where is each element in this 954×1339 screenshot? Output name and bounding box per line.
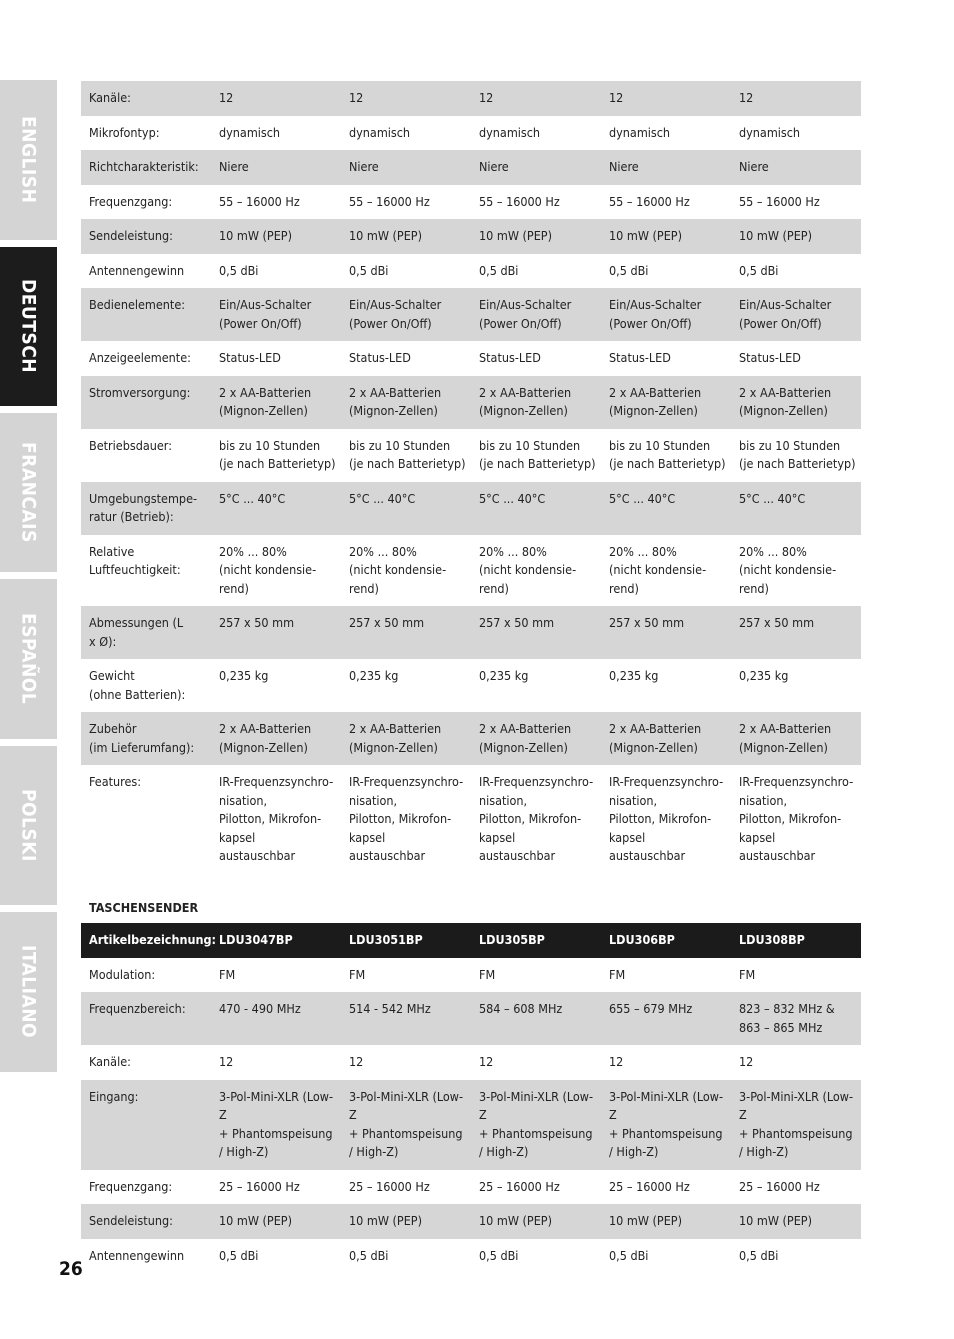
tab-deutsch[interactable] [0, 247, 57, 406]
cell-value: 10 mW (PEP) [471, 1204, 601, 1239]
table-row [81, 1170, 861, 1205]
row-label: Sendeleistung: [81, 219, 211, 254]
cell-value: 2 x AA-Batterien (Mignon-Zellen) [471, 712, 601, 765]
table-row [81, 254, 861, 289]
cell-value: FM [739, 966, 756, 982]
cell-value: 0,5 dBi [739, 262, 779, 278]
cell-value: 2 x AA-Batterien (Mignon-Zellen) [341, 712, 471, 765]
cell-value: 2 x AA-Batterien (Mignon-Zellen) [731, 376, 861, 429]
row-label: Relative Luftfeuchtigkeit: [89, 543, 181, 577]
cell-value: 3-Pol-Mini-XLR (Low-Z + Phantomspeisung / High-Z) [731, 1080, 861, 1170]
row-label: Abmessungen (L x Ø): [81, 606, 211, 659]
table-row [81, 992, 861, 1045]
cell-value: Ein/Aus-Schalter (Power On/Off) [211, 288, 341, 341]
table-row [81, 185, 861, 220]
row-label: Frequenzgang: [89, 193, 173, 209]
tab-espanol[interactable] [0, 579, 57, 739]
cell-value: 55 – 16000 Hz [479, 193, 560, 209]
cell-value: 12 [211, 81, 341, 116]
row-label: Antennengewinn [89, 262, 185, 278]
cell-value: IR-Frequenzsynchro- nisation, Pilotton, Mikrofon- kapsel austauschbar [219, 774, 334, 863]
tab-label: DEUTSCH [17, 279, 40, 374]
cell-value: 10 mW (PEP) [341, 219, 471, 254]
row-label: Mikrofontyp: [89, 124, 160, 140]
cell-value: 10 mW (PEP) [601, 219, 731, 254]
cell-value: 2 x AA-Batterien (Mignon-Zellen) [601, 712, 731, 765]
cell-value: 20% ... 80% (nicht kondensie- rend) [739, 543, 837, 596]
cell-value: bis zu 10 Stunden (je nach Batterietyp) [219, 437, 336, 471]
cell-value: 10 mW (PEP) [601, 1204, 731, 1239]
cell-value: 514 - 542 MHz [341, 992, 471, 1045]
cell-value: 0,235 kg [349, 668, 399, 683]
row-label: Kanäle: [89, 1054, 131, 1069]
cell-value: 3-Pol-Mini-XLR (Low-Z + Phantomspeisung / High-Z) [211, 1080, 341, 1170]
cell-value: 12 [349, 1054, 364, 1069]
cell-value: 25 – 16000 Hz [349, 1178, 430, 1194]
table-row [81, 376, 861, 429]
cell-value: 0,235 kg [219, 668, 269, 683]
cell-value: 0,235 kg [739, 668, 789, 683]
cell-value: IR-Frequenzsynchro- nisation, Pilotton, Mikrofon- kapsel austauschbar [739, 774, 854, 863]
cell-value: 0,5 dBi [349, 262, 389, 278]
cell-value: LDU308BP [731, 923, 861, 958]
cell-value: 12 [601, 81, 731, 116]
table-row [81, 81, 861, 116]
cell-value: 12 [739, 1054, 754, 1069]
row-label: Bedienelemente: [81, 288, 211, 341]
cell-value: dynamisch [739, 124, 801, 140]
table-row [81, 958, 861, 993]
cell-value: LDU306BP [601, 923, 731, 958]
tab-label: ITALIANO [17, 945, 40, 1039]
cell-value: 10 mW (PEP) [731, 1204, 861, 1239]
cell-value: 0,5 dBi [479, 1247, 519, 1263]
cell-value: 2 x AA-Batterien (Mignon-Zellen) [341, 376, 471, 429]
row-label: Antennengewinn [89, 1247, 185, 1263]
table-row [81, 606, 861, 659]
cell-value: dynamisch [479, 124, 541, 140]
cell-value: 0,5 dBi [739, 1247, 779, 1263]
table-row [81, 535, 861, 607]
cell-value: Niere [471, 150, 601, 185]
cell-value: bis zu 10 Stunden (je nach Batterietyp) [479, 437, 596, 471]
table-header-row [81, 923, 861, 958]
spec-table-receiver [81, 81, 861, 874]
table-row [81, 116, 861, 151]
cell-value: LDU3047BP [211, 923, 341, 958]
tab-label: POLSKI [17, 789, 40, 862]
cell-value: 0,5 dBi [219, 262, 259, 278]
row-label: Betriebsdauer: [89, 437, 172, 453]
cell-value: Niere [731, 150, 861, 185]
cell-value: 20% ... 80% (nicht kondensie- rend) [349, 543, 447, 596]
cell-value: 12 [479, 1054, 494, 1069]
cell-value: 655 – 679 MHz [601, 992, 731, 1045]
cell-value: 5°C ... 40°C [211, 482, 341, 535]
cell-value: FM [479, 966, 496, 982]
row-label: Frequenzbereich: [81, 992, 211, 1045]
cell-value: 257 x 50 mm [211, 606, 341, 659]
cell-value: 257 x 50 mm [341, 606, 471, 659]
table-row [81, 429, 861, 482]
table-row [81, 219, 861, 254]
table-row [81, 341, 861, 376]
cell-value: 823 – 832 MHz & 863 – 865 MHz [731, 992, 861, 1045]
cell-value: LDU305BP [471, 923, 601, 958]
row-label: Zubehör (im Lieferumfang): [81, 712, 211, 765]
cell-value: 257 x 50 mm [731, 606, 861, 659]
cell-value: FM [219, 966, 236, 982]
cell-value: dynamisch [609, 124, 671, 140]
row-label: Anzeigeelemente: [89, 350, 191, 365]
row-label: Features: [89, 774, 142, 789]
row-label: Sendeleistung: [81, 1204, 211, 1239]
cell-value: 2 x AA-Batterien (Mignon-Zellen) [601, 376, 731, 429]
cell-value: 10 mW (PEP) [471, 219, 601, 254]
cell-value: Status-LED [609, 350, 671, 365]
tab-english[interactable] [0, 80, 57, 240]
cell-value: 12 [609, 1054, 624, 1069]
cell-value: 10 mW (PEP) [211, 219, 341, 254]
cell-value: 257 x 50 mm [601, 606, 731, 659]
cell-value: dynamisch [219, 124, 281, 140]
cell-value: Niere [601, 150, 731, 185]
cell-value: 25 – 16000 Hz [479, 1178, 560, 1194]
page-number: 26 [59, 1258, 83, 1280]
cell-value: IR-Frequenzsynchro- nisation, Pilotton, Mikrofon- kapsel austauschbar [609, 774, 724, 863]
cell-value: Ein/Aus-Schalter (Power On/Off) [471, 288, 601, 341]
cell-value: 55 – 16000 Hz [739, 193, 820, 209]
cell-value: 5°C ... 40°C [601, 482, 731, 535]
table-row [81, 150, 861, 185]
cell-value: 257 x 50 mm [471, 606, 601, 659]
table-row [81, 1239, 861, 1274]
table-row [81, 288, 861, 341]
cell-value: Status-LED [479, 350, 541, 365]
cell-value: 12 [341, 81, 471, 116]
cell-value: 20% ... 80% (nicht kondensie- rend) [479, 543, 577, 596]
cell-value: 25 – 16000 Hz [609, 1178, 690, 1194]
cell-value: 10 mW (PEP) [731, 219, 861, 254]
cell-value: 12 [219, 1054, 234, 1069]
table-row [81, 765, 861, 874]
tab-label: FRANCAIS [17, 442, 40, 543]
cell-value: Ein/Aus-Schalter (Power On/Off) [341, 288, 471, 341]
cell-value: 3-Pol-Mini-XLR (Low-Z + Phantomspeisung / High-Z) [471, 1080, 601, 1170]
cell-value: Ein/Aus-Schalter (Power On/Off) [731, 288, 861, 341]
row-label: Eingang: [81, 1080, 211, 1170]
cell-value: Ein/Aus-Schalter (Power On/Off) [601, 288, 731, 341]
cell-value: 470 - 490 MHz [211, 992, 341, 1045]
cell-value: 0,5 dBi [349, 1247, 389, 1263]
cell-value: FM [349, 966, 366, 982]
row-label: Stromversorgung: [81, 376, 211, 429]
cell-value: 0,5 dBi [479, 262, 519, 278]
table-row [81, 1204, 861, 1239]
row-label: Umgebungstempe- ratur (Betrieb): [81, 482, 211, 535]
cell-value: LDU3051BP [341, 923, 471, 958]
row-label: Gewicht (ohne Batterien): [89, 668, 186, 702]
cell-value: Status-LED [739, 350, 801, 365]
cell-value: Status-LED [349, 350, 411, 365]
cell-value: 5°C ... 40°C [341, 482, 471, 535]
cell-value: FM [609, 966, 626, 982]
cell-value: 2 x AA-Batterien (Mignon-Zellen) [211, 712, 341, 765]
cell-value: IR-Frequenzsynchro- nisation, Pilotton, Mikrofon- kapsel austauschbar [349, 774, 464, 863]
tab-francais[interactable] [0, 413, 57, 572]
cell-value: 55 – 16000 Hz [609, 193, 690, 209]
cell-value: 5°C ... 40°C [731, 482, 861, 535]
row-label: Artikelbezeichnung: [81, 923, 211, 958]
row-label: Frequenzgang: [89, 1178, 173, 1194]
tab-label: ESPAÑOL [17, 613, 40, 705]
cell-value: dynamisch [349, 124, 411, 140]
table-row [81, 1080, 861, 1170]
cell-value: 10 mW (PEP) [341, 1204, 471, 1239]
cell-value: bis zu 10 Stunden (je nach Batterietyp) [739, 437, 856, 471]
cell-value: 55 – 16000 Hz [349, 193, 430, 209]
cell-value: 25 – 16000 Hz [739, 1178, 820, 1194]
cell-value: 10 mW (PEP) [211, 1204, 341, 1239]
tab-italiano[interactable] [0, 912, 57, 1072]
cell-value: 5°C ... 40°C [471, 482, 601, 535]
table-row [81, 482, 861, 535]
table-row [81, 659, 861, 712]
cell-value: 0,5 dBi [609, 262, 649, 278]
section-title: TASCHENSENDER [89, 900, 199, 915]
cell-value: IR-Frequenzsynchro- nisation, Pilotton, Mikrofon- kapsel austauschbar [479, 774, 594, 863]
cell-value: 2 x AA-Batterien (Mignon-Zellen) [211, 376, 341, 429]
cell-value: Status-LED [219, 350, 281, 365]
row-label: Modulation: [89, 966, 156, 982]
cell-value: 0,235 kg [609, 668, 659, 683]
cell-value: 0,5 dBi [609, 1247, 649, 1263]
cell-value: 3-Pol-Mini-XLR (Low-Z + Phantomspeisung / High-Z) [601, 1080, 731, 1170]
tab-polski[interactable] [0, 746, 57, 905]
cell-value: 20% ... 80% (nicht kondensie- rend) [219, 543, 317, 596]
cell-value: 2 x AA-Batterien (Mignon-Zellen) [731, 712, 861, 765]
row-label: Richtcharakteristik: [81, 150, 211, 185]
cell-value: 0,5 dBi [219, 1247, 259, 1263]
cell-value: 25 – 16000 Hz [219, 1178, 300, 1194]
cell-value: 55 – 16000 Hz [219, 193, 300, 209]
table-row [81, 1045, 861, 1080]
cell-value: bis zu 10 Stunden (je nach Batterietyp) [349, 437, 466, 471]
cell-value: 2 x AA-Batterien (Mignon-Zellen) [471, 376, 601, 429]
cell-value: 584 – 608 MHz [471, 992, 601, 1045]
cell-value: Niere [341, 150, 471, 185]
spec-table-bodypack [81, 923, 861, 1273]
tab-label: ENGLISH [17, 116, 40, 204]
table-row [81, 712, 861, 765]
row-label: Kanäle: [81, 81, 211, 116]
cell-value: 3-Pol-Mini-XLR (Low-Z + Phantomspeisung / High-Z) [341, 1080, 471, 1170]
cell-value: Niere [211, 150, 341, 185]
cell-value: 12 [731, 81, 861, 116]
cell-value: 20% ... 80% (nicht kondensie- rend) [609, 543, 707, 596]
cell-value: 12 [471, 81, 601, 116]
cell-value: bis zu 10 Stunden (je nach Batterietyp) [609, 437, 726, 471]
cell-value: 0,235 kg [479, 668, 529, 683]
